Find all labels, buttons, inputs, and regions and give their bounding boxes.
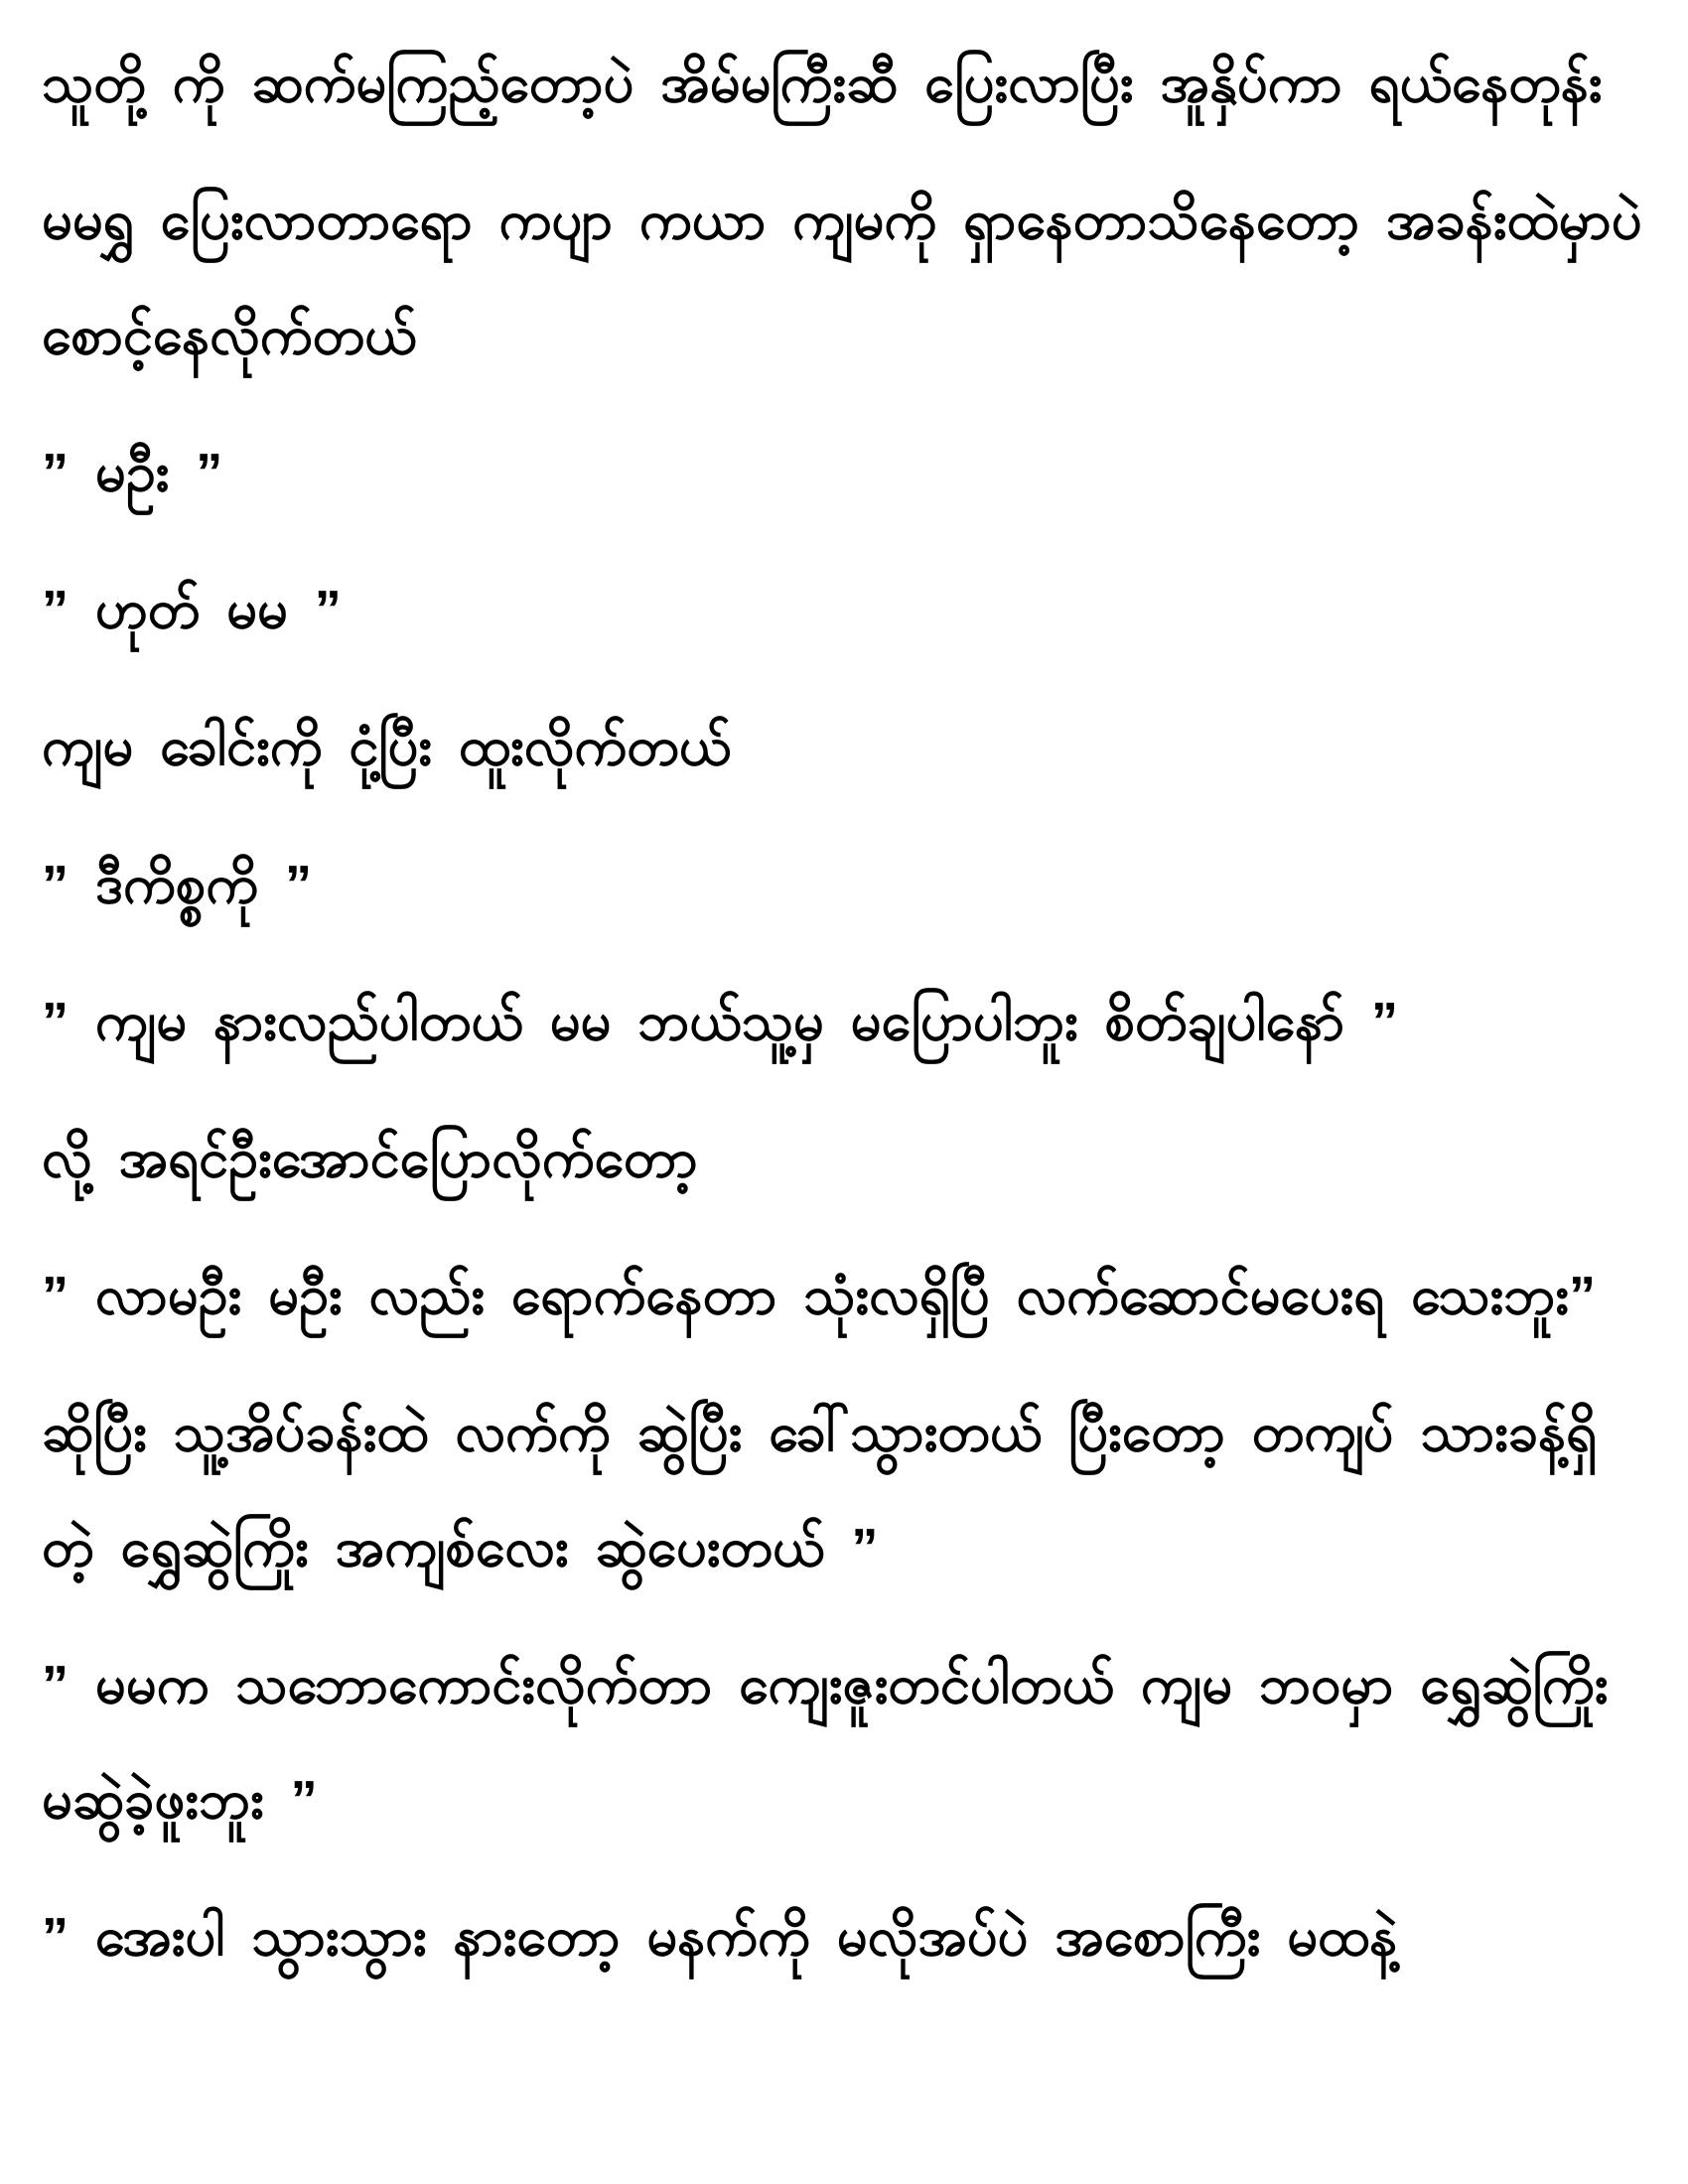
dialogue-paragraph-6: ” ဒီကိစ္စကို ” (42, 854, 312, 914)
dialogue-paragraph-4: ” ဟုတ် မမ ” (42, 580, 342, 640)
text-paragraph-2: မမရွှ ပြေးလာတာရော ကပျာ ကယာ ကျမကို ရှာနေတာသိနေတော့ အခန်းထဲမှာပဲ စောင့်နေလိုက်တယ် (42, 191, 1642, 366)
dialogue-paragraph-3: ” မဦး ” (42, 443, 223, 503)
dialogue-paragraph-9: ” လာမဦး မဦး လည်း ရောက်နေတာ သုံးလရှိပြီ လက်ဆောင်မပေးရ သေးဘူး” (42, 1265, 1596, 1325)
dialogue-paragraph-11: ” မမက သဘောကောင်းလိုက်တာ ကျေးဇူးတင်ပါတယ် ကျမ ဘဝမှာ ရွှေဆွဲကြိုး မဆွဲခဲ့ဖူးဘူး ” (42, 1655, 1609, 1831)
text-paragraph-1: သူတို့ ကို ဆက်မကြည့်တော့ပဲ အိမ်မကြီးဆီ ပြေးလာပြီး အူနှိပ်ကာ ရယ်နေတုန်း (42, 54, 1603, 113)
text-paragraph-10: ဆိုပြီး သူ့အိပ်ခန်းထဲ လက်ကို ဆွဲပြီး ခေါ်သွားတယ် ပြီးတော့ တကျပ် သားခန့်ရှိတဲ့ ရွှေဆွဲကြိုး အကျစ်လေး ဆွဲပေးတယ် ” (42, 1402, 1598, 1578)
dialogue-paragraph-12: ” အေးပါ သွားသွား နားတော့ မနက်ကို မလိုအပ်ပဲ အစောကြီး မထနဲ့ (42, 1907, 1398, 1968)
text-paragraph-5: ကျမ ခေါင်းကို ငုံ့ပြီး ထူးလိုက်တယ် (42, 717, 732, 777)
text-paragraph-8: လို့ အရင်ဦးအောင်ပြောလိုက်တော့ (42, 1128, 698, 1188)
dialogue-paragraph-7: ” ကျမ နားလည်ပါတယ် မမ ဘယ်သူ့မှ မပြောပါဘူး စိတ်ချပါနော် ” (42, 991, 1399, 1051)
